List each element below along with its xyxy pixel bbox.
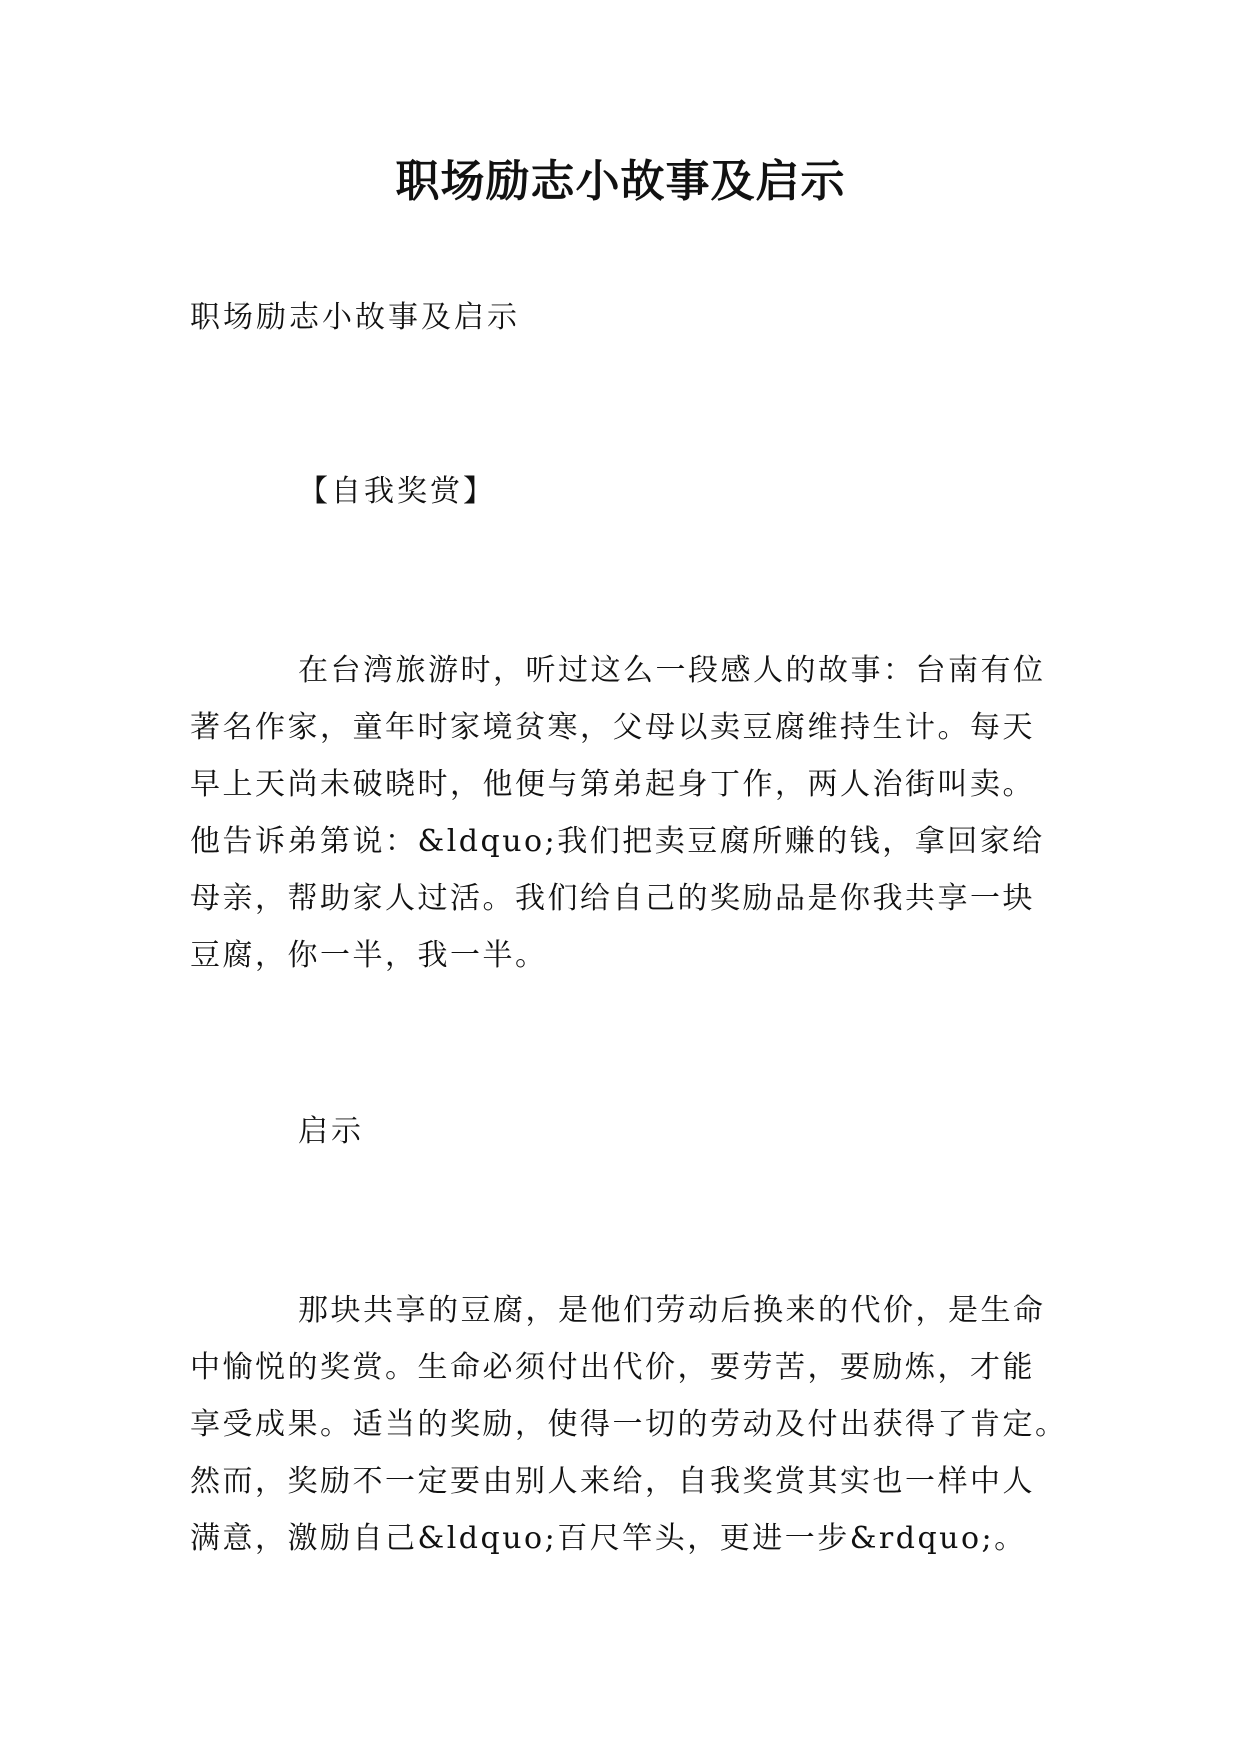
paragraph-line: 豆腐，你一半，我一半。 <box>190 938 548 973</box>
section-heading-insight: 启示 <box>298 1114 364 1149</box>
insight-paragraph <box>190 1282 1090 1567</box>
paragraph-line: 著名作家，童年时家境贫寒，父母以卖豆腐维持生计。每天 <box>190 710 1035 745</box>
paragraph-line: 满意，激励自己&ldquo;百尺竿头，更进一步&rdquo;。 <box>190 1521 1027 1556</box>
paragraph-line: 那块共享的豆腐，是他们劳动后换来的代价，是生命 <box>298 1293 1046 1328</box>
paragraph-line: 然而，奖励不一定要由别人来给，自我奖赏其实也一样中人 <box>190 1464 1035 1499</box>
paragraph-line: 中愉悦的奖赏。生命必须付出代价，要劳苦，要励炼，才能 <box>190 1350 1035 1385</box>
paragraph-line: 享受成果。适当的奖励，使得一切的劳动及付出获得了肯定。 <box>190 1407 1068 1442</box>
paragraph-line: 在台湾旅游时，听过这么一段感人的故事：台南有位 <box>298 653 1046 688</box>
paragraph-line: 早上天尚未破晓时，他便与第弟起身丁作，两人治街叫卖。 <box>190 767 1035 802</box>
paragraph-line: 他告诉弟第说：&ldquo;我们把卖豆腐所赚的钱，拿回家给 <box>190 824 1045 859</box>
section-heading-self-reward: 【自我奖赏】 <box>298 474 496 509</box>
document-title: 职场励志小故事及启示 <box>395 156 846 207</box>
document-subtitle: 职场励志小故事及启示 <box>190 300 520 335</box>
story-paragraph <box>190 642 1090 984</box>
paragraph-line: 母亲，帮助家人过活。我们给自己的奖励品是你我共享一块 <box>190 881 1035 916</box>
